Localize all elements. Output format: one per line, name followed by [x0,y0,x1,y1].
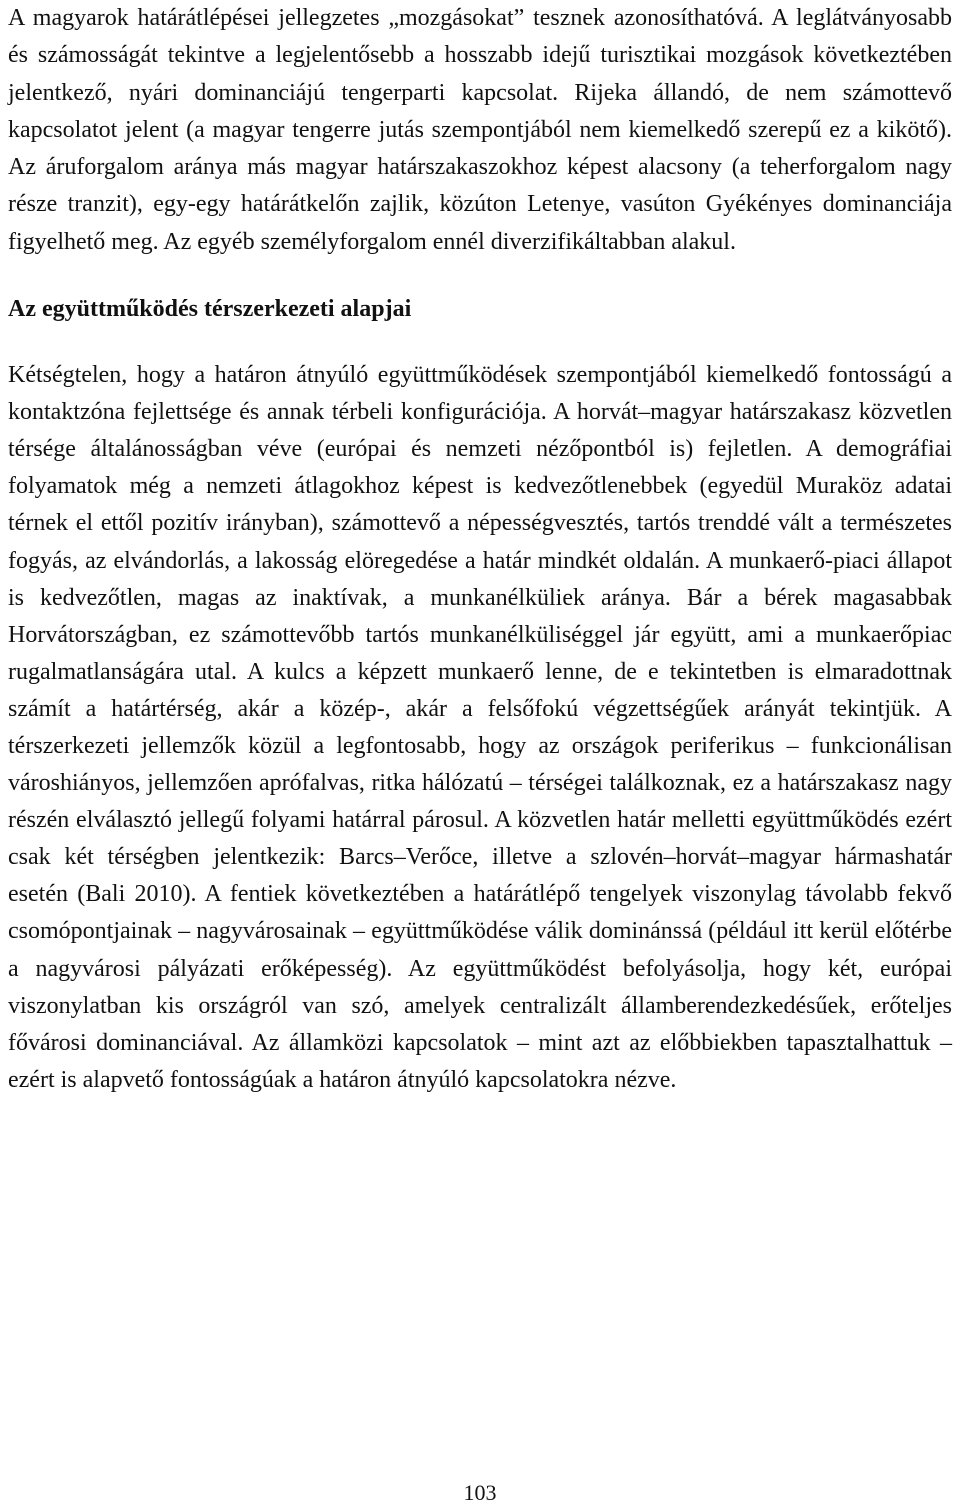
body-paragraph-1: A magyarok határátlépései jellegzetes „mozgásokat” tesznek azonosíthatóvá. A leglátványosabb és számosságát tekintve a legjelentősebb a hosszabb idejű turisztikai mozgások következtében jelentkező, nyári dominanciájú tengerparti kapcsolat. Rijeka állandó, de nem számottevő kapcsolatot jelent (a magyar tengerre jutás szempontjából nem kiemelkedő szerepű ez a kikötő). Az áruforgalom aránya más magyar határszakaszokhoz képest alacsony (a teherforgalom nagy része tranzit), egy-egy határátkelőn zajlik, közúton Letenye, vasúton Gyékényes dominanciája figyelhető meg. Az egyéb személyforgalom ennél diverzifikáltabban alakul. [8,5,952,255]
body-paragraph-2: Kétségtelen, hogy a határon átnyúló együttműködések szempontjából kiemelkedő fontosságú a kontaktzóna fejlettsége és annak térbeli konfigurációja. A horvát–magyar határszakasz közvetlen térsége általánosságban véve (európai és nemzeti nézőpontból is) fejletlen. A demográfiai folyamatok még a nemzeti átlagokhoz képest is kedvezőtlenebbek (egyedül Muraköz adatai térnek el ettől pozitív irányban), számottevő a népességvesztés, tartós trenddé vált a természetes fogyás, az elvándorlás, a lakosság elöregedése a határ mindkét oldalán. A munkaerő-piaci állapot is kedvezőtlen, magas az inaktívak, a munkanélküliek aránya. Bár a bérek magasabbak Horvátországban, ez számottevőbb tartós munkanélküliséggel jár együtt, ami a munkaerőpiac rugalmatlanságára utal. A kulcs a képzett munkaerő lenne, de e tekintetben is elmaradottnak számít a határtérség, akár a közép-, akár a felsőfokú végzettségűek arányát tekintjük. A térszerkezeti jellemzők közül a legfontosabb, hogy az országok periferikus – funkcionálisan városhiányos, jellemzően aprófalvas, ritka hálózatú – térségei találkoznak, ez a határszakasz nagy részén elválasztó jellegű folyami határral párosul. A közvetlen határ melletti együttműködés ezért csak két térségben jelentkezik: Barcs–Verőce, illetve a szlovén–horvát–magyar hármashatár esetén (Bali 2010). A fentiek következtében a határátlépő tengelyek viszonylag távolabb fekvő csomópontjainak – nagyvárosainak – együttműködése válik dominánssá (például itt kerül előtérbe a nagyvárosi pályázati erőképesség). Az együttműködést befolyásolja, hogy két, európai viszonylatban kis országról van szó, amelyek centralizált államberendezkedésűek, erőteljes fővárosi dominanciával. Az államközi kapcsolatok – mint azt az előbbiekben tapasztalhattuk – ezért is alapvető fontosságúak a határon átnyúló kapcsolatokra nézve. [8,362,952,1093]
section-heading: Az együttműködés térszerkezeti alapjai [8,296,412,323]
document-page [8,0,952,1099]
page-number: 103 [463,1480,497,1505]
